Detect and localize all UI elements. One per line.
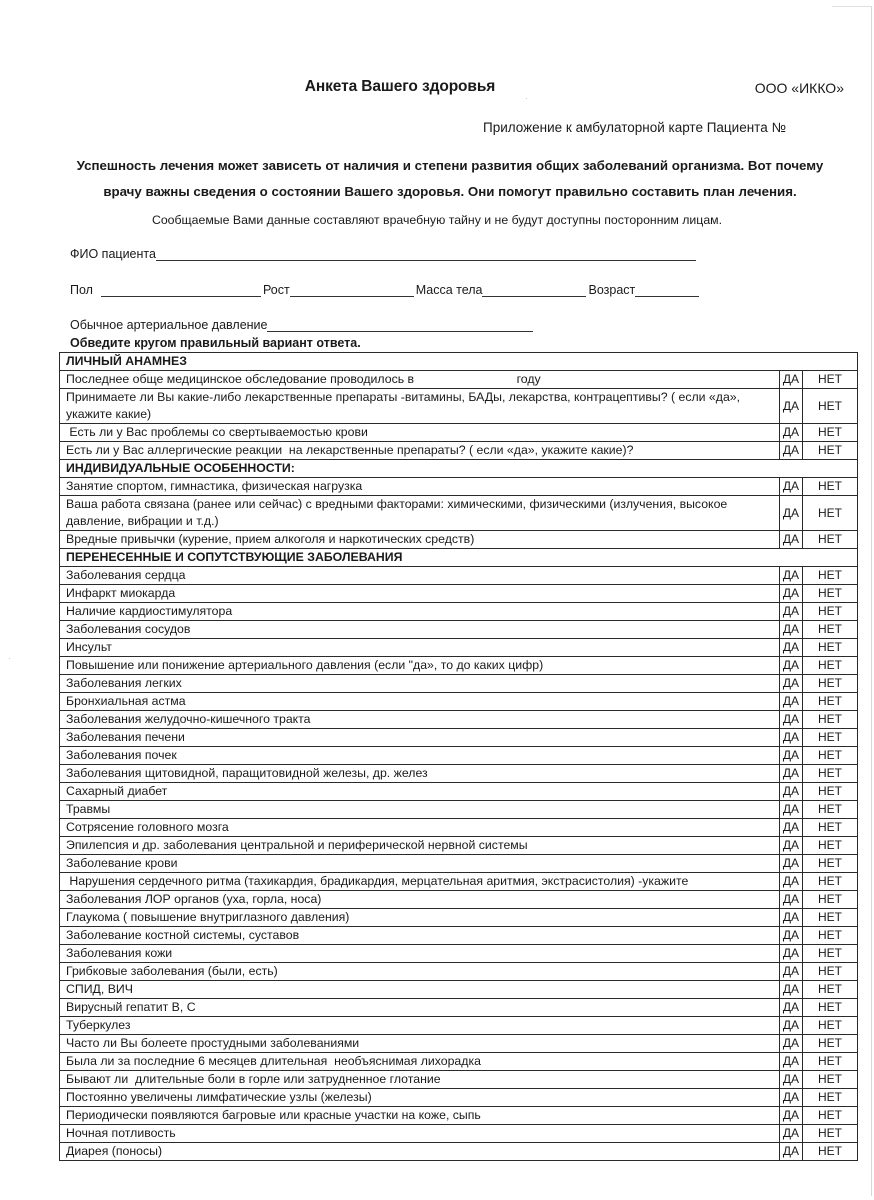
question-row	[60, 693, 858, 711]
answer-yes-option[interactable]: ДА	[780, 765, 803, 783]
answer-yes-option[interactable]: ДА	[780, 747, 803, 765]
answer-yes-option[interactable]: ДА	[780, 981, 803, 999]
scan-speck: ·	[525, 94, 528, 103]
question-row	[60, 765, 858, 783]
question-text: Занятие спортом, гимнастика, физическая нагрузка	[60, 478, 780, 496]
question-row	[60, 891, 858, 909]
answer-no-option[interactable]: НЕТ	[803, 945, 858, 963]
form-title: Анкета Вашего здоровья	[304, 78, 496, 95]
question-text: Инфаркт миокарда	[60, 585, 780, 603]
answer-no-option[interactable]: НЕТ	[803, 603, 858, 621]
question-row	[60, 531, 858, 549]
answer-yes-option[interactable]: ДА	[780, 531, 803, 549]
answer-no-option[interactable]: НЕТ	[803, 963, 858, 981]
answer-yes-option[interactable]: ДА	[780, 1053, 803, 1071]
answer-no-option[interactable]: НЕТ	[803, 1017, 858, 1035]
intro-line-2: врачу важны сведения о состоянии Вашего здоровья. Они помогут правильно составить план лечения.	[103, 184, 797, 199]
question-text: Бронхиальная астма	[60, 693, 780, 711]
answer-yes-option[interactable]: ДА	[780, 963, 803, 981]
question-text: Есть ли у Вас проблемы со свертываемостью крови	[60, 424, 780, 442]
answer-no-option[interactable]: НЕТ	[803, 981, 858, 999]
answer-yes-option[interactable]: ДА	[780, 1143, 803, 1161]
question-row	[60, 424, 858, 442]
question-row	[60, 909, 858, 927]
question-row	[60, 1035, 858, 1053]
question-text: Заболевания печени	[60, 729, 780, 747]
question-text: Заболевания ЛОР органов (уха, горла, носа)	[60, 891, 780, 909]
answer-yes-option[interactable]: ДА	[780, 945, 803, 963]
question-text: Заболевания щитовидной, паращитовидной железы, др. желез	[60, 765, 780, 783]
answer-no-option[interactable]: НЕТ	[803, 999, 858, 1017]
answer-yes-option[interactable]: ДА	[780, 371, 803, 389]
answer-no-option[interactable]: НЕТ	[803, 442, 858, 460]
answer-yes-option[interactable]: ДА	[780, 927, 803, 945]
instruction-text: Обведите кругом правильный вариант ответа.	[70, 336, 361, 350]
answer-no-option[interactable]: НЕТ	[803, 801, 858, 819]
question-text: Заболевания желудочно-кишечного тракта	[60, 711, 780, 729]
answer-yes-option[interactable]: ДА	[780, 1089, 803, 1107]
answer-yes-option[interactable]: ДА	[780, 729, 803, 747]
answer-no-option[interactable]: НЕТ	[803, 765, 858, 783]
height-field[interactable]	[290, 284, 414, 297]
section-title: ИНДИВИДУАЛЬНЫЕ ОСОБЕННОСТИ:	[60, 460, 858, 478]
answer-yes-option[interactable]: ДА	[780, 819, 803, 837]
question-text: Заболевания почек	[60, 747, 780, 765]
question-row	[60, 496, 858, 531]
question-row	[60, 478, 858, 496]
answer-no-option[interactable]: НЕТ	[803, 478, 858, 496]
question-row	[60, 1053, 858, 1071]
answer-yes-option[interactable]: ДА	[780, 1071, 803, 1089]
question-text: Принимаете ли Вы какие-либо лекарственные препараты -витамины, БАДы, лекарства, контрацептивы? ( если «да», укажите какие)	[60, 389, 780, 424]
section-header-row	[60, 549, 858, 567]
section-header-row	[60, 460, 858, 478]
answer-no-option[interactable]: НЕТ	[803, 1035, 858, 1053]
answer-yes-option[interactable]: ДА	[780, 496, 803, 531]
answer-no-option[interactable]: НЕТ	[803, 585, 858, 603]
answer-no-option[interactable]: НЕТ	[803, 837, 858, 855]
question-row	[60, 1125, 858, 1143]
answer-no-option[interactable]: НЕТ	[803, 567, 858, 585]
question-text: Вредные привычки (курение, прием алкоголя и наркотических средств)	[60, 531, 780, 549]
weight-field[interactable]	[482, 284, 586, 297]
question-text: Заболевание костной системы, суставов	[60, 927, 780, 945]
personal-data-row	[70, 283, 701, 297]
answer-yes-option[interactable]: ДА	[780, 909, 803, 927]
question-row	[60, 801, 858, 819]
intro-line-1: Успешность лечения может зависеть от наличия и степени развития общих заболеваний организма. Вот почему	[76, 158, 824, 173]
answer-yes-option[interactable]: ДА	[780, 603, 803, 621]
answer-yes-option[interactable]: ДА	[780, 424, 803, 442]
answer-no-option[interactable]: НЕТ	[803, 909, 858, 927]
question-row	[60, 1107, 858, 1125]
fio-row	[70, 247, 698, 261]
answer-yes-option[interactable]: ДА	[780, 1125, 803, 1143]
answer-no-option[interactable]: НЕТ	[803, 1143, 858, 1161]
sex-field[interactable]	[101, 284, 261, 297]
pressure-label: Обычное артериальное давление	[70, 318, 268, 332]
question-row	[60, 1017, 858, 1035]
answer-yes-option[interactable]: ДА	[780, 783, 803, 801]
answer-no-option[interactable]: НЕТ	[803, 1125, 858, 1143]
question-text: Вирусный гепатит В, С	[60, 999, 780, 1017]
scan-page-edge-top	[832, 6, 872, 7]
answer-no-option[interactable]: НЕТ	[803, 657, 858, 675]
answer-no-option[interactable]: НЕТ	[803, 1089, 858, 1107]
question-row	[60, 945, 858, 963]
weight-label: Масса тела	[415, 283, 483, 297]
privacy-note: Сообщаемые Вами данные составляют врачебную тайну и не будут доступны посторонним лицам.	[151, 213, 723, 227]
question-text: Заболевания сердца	[60, 567, 780, 585]
answer-yes-option[interactable]: ДА	[780, 389, 803, 424]
question-text: Нарушения сердечного ритма (тахикардия, брадикардия, мерцательная аритмия, экстрасистолия) -укажите	[60, 873, 780, 891]
questionnaire-table	[59, 352, 858, 1161]
answer-no-option[interactable]: НЕТ	[803, 1107, 858, 1125]
question-row	[60, 585, 858, 603]
answer-yes-option[interactable]: ДА	[780, 1035, 803, 1053]
answer-yes-option[interactable]: ДА	[780, 837, 803, 855]
answer-yes-option[interactable]: ДА	[780, 621, 803, 639]
question-row	[60, 711, 858, 729]
question-row	[60, 621, 858, 639]
pressure-row	[70, 318, 535, 332]
answer-no-option[interactable]: НЕТ	[803, 891, 858, 909]
question-row	[60, 855, 858, 873]
question-text: Сотрясение головного мозга	[60, 819, 780, 837]
question-text: Диарея (поносы)	[60, 1143, 780, 1161]
answer-no-option[interactable]: НЕТ	[803, 927, 858, 945]
answer-yes-option[interactable]: ДА	[780, 1017, 803, 1035]
question-row	[60, 999, 858, 1017]
question-text: Часто ли Вы болеете простудными заболеваниями	[60, 1035, 780, 1053]
company-name: ООО «ИККО»	[754, 80, 844, 96]
question-text: Наличие кардиостимулятора	[60, 603, 780, 621]
age-field[interactable]	[635, 284, 699, 297]
answer-no-option[interactable]: НЕТ	[803, 747, 858, 765]
question-text: Травмы	[60, 801, 780, 819]
sex-label: Пол	[70, 283, 93, 297]
question-text: Заболевания кожи	[60, 945, 780, 963]
question-row	[60, 675, 858, 693]
answer-no-option[interactable]: НЕТ	[803, 693, 858, 711]
question-text: Грибковые заболевания (были, есть)	[60, 963, 780, 981]
question-text: Постоянно увеличены лимфатические узлы (железы)	[60, 1089, 780, 1107]
answer-yes-option[interactable]: ДА	[780, 567, 803, 585]
question-row	[60, 657, 858, 675]
answer-yes-option[interactable]: ДА	[780, 873, 803, 891]
answer-yes-option[interactable]: ДА	[780, 585, 803, 603]
appendix-note: Приложение к амбулаторной карте Пациента №	[483, 120, 786, 135]
question-row	[60, 837, 858, 855]
answer-no-option[interactable]: НЕТ	[803, 424, 858, 442]
question-text: Ночная потливость	[60, 1125, 780, 1143]
answer-no-option[interactable]: НЕТ	[803, 1053, 858, 1071]
question-row	[60, 819, 858, 837]
question-row	[60, 389, 858, 424]
question-row	[60, 873, 858, 891]
answer-no-option[interactable]: НЕТ	[803, 783, 858, 801]
question-text: Туберкулез	[60, 1017, 780, 1035]
question-text: Эпилепсия и др. заболевания центральной и периферической нервной системы	[60, 837, 780, 855]
question-text: СПИД, ВИЧ	[60, 981, 780, 999]
question-text: Есть ли у Вас аллергические реакции на лекарственные препараты? ( если «да», укажите какие)?	[60, 442, 780, 460]
scan-speck: ·	[8, 654, 11, 663]
question-text: Заболевание крови	[60, 855, 780, 873]
section-title: ПЕРЕНЕСЕННЫЕ И СОПУТСТВУЮЩИЕ ЗАБОЛЕВАНИЯ	[60, 549, 858, 567]
question-text: Сахарный диабет	[60, 783, 780, 801]
answer-no-option[interactable]: НЕТ	[803, 873, 858, 891]
question-text: Инсульт	[60, 639, 780, 657]
answer-yes-option[interactable]: ДА	[780, 1107, 803, 1125]
question-row	[60, 442, 858, 460]
answer-no-option[interactable]: НЕТ	[803, 729, 858, 747]
question-row	[60, 927, 858, 945]
answer-no-option[interactable]: НЕТ	[803, 855, 858, 873]
answer-yes-option[interactable]: ДА	[780, 675, 803, 693]
answer-yes-option[interactable]: ДА	[780, 693, 803, 711]
answer-yes-option[interactable]: ДА	[780, 999, 803, 1017]
section-header-row	[60, 353, 858, 371]
answer-no-option[interactable]: НЕТ	[803, 371, 858, 389]
answer-no-option[interactable]: НЕТ	[803, 389, 858, 424]
answer-no-option[interactable]: НЕТ	[803, 819, 858, 837]
question-row	[60, 729, 858, 747]
question-text: Глаукома ( повышение внутриглазного давления)	[60, 909, 780, 927]
question-text: Периодически появляются багровые или красные участки на коже, сыпь	[60, 1107, 780, 1125]
question-text: Была ли за последние 6 месяцев длительная необъяснимая лихорадка	[60, 1053, 780, 1071]
answer-no-option[interactable]: НЕТ	[803, 621, 858, 639]
answer-no-option[interactable]: НЕТ	[803, 675, 858, 693]
question-row	[60, 1143, 858, 1161]
answer-yes-option[interactable]: ДА	[780, 855, 803, 873]
question-row	[60, 567, 858, 585]
answer-yes-option[interactable]: ДА	[780, 442, 803, 460]
question-row	[60, 603, 858, 621]
question-text: Бывают ли длительные боли в горле или затрудненное глотание	[60, 1071, 780, 1089]
answer-no-option[interactable]: НЕТ	[803, 1071, 858, 1089]
answer-yes-option[interactable]: ДА	[780, 478, 803, 496]
question-row	[60, 1071, 858, 1089]
fio-field[interactable]	[156, 248, 696, 261]
section-title: ЛИЧНЫЙ АНАМНЕЗ	[60, 353, 858, 371]
question-text: Последнее обще медицинское обследование проводилось в году	[60, 371, 780, 389]
question-text: Заболевания легких	[60, 675, 780, 693]
pressure-field[interactable]	[267, 319, 533, 332]
answer-yes-option[interactable]: ДА	[780, 891, 803, 909]
scan-page-edge	[871, 6, 872, 1196]
answer-no-option[interactable]: НЕТ	[803, 639, 858, 657]
answer-yes-option[interactable]: ДА	[780, 657, 803, 675]
age-label: Возраст	[588, 283, 636, 297]
question-text: Заболевания сосудов	[60, 621, 780, 639]
height-label: Рост	[262, 283, 290, 297]
question-row	[60, 639, 858, 657]
answer-yes-option[interactable]: ДА	[780, 801, 803, 819]
question-row	[60, 963, 858, 981]
intro-text	[40, 153, 860, 205]
answer-no-option[interactable]: НЕТ	[803, 531, 858, 549]
question-text: Ваша работа связана (ранее или сейчас) с вредными факторами: химическими, физическими (излучения, высокое давление, вибрации и т.д.)	[60, 496, 780, 531]
fio-label: ФИО пациента	[70, 247, 156, 261]
answer-no-option[interactable]: НЕТ	[803, 711, 858, 729]
question-row	[60, 783, 858, 801]
question-row	[60, 371, 858, 389]
question-row	[60, 747, 858, 765]
question-text: Повышение или понижение артериального давления (если "да», то до каких цифр)	[60, 657, 780, 675]
question-row	[60, 1089, 858, 1107]
question-row	[60, 981, 858, 999]
answer-no-option[interactable]: НЕТ	[803, 496, 858, 531]
answer-yes-option[interactable]: ДА	[780, 711, 803, 729]
answer-yes-option[interactable]: ДА	[780, 639, 803, 657]
